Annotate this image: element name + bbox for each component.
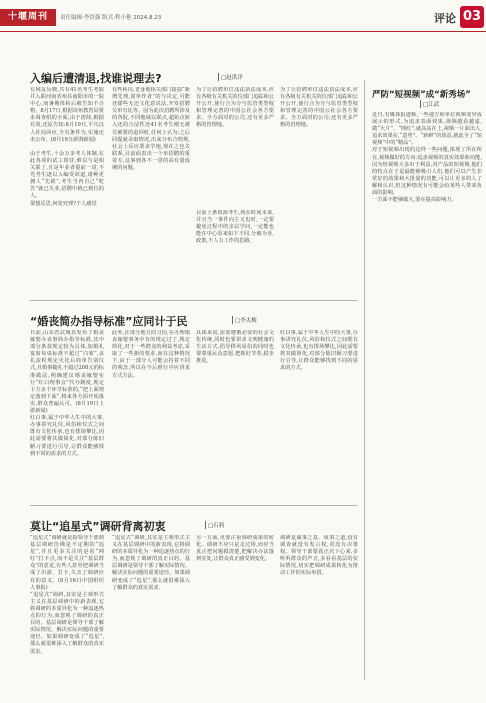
article3-col4: 红白事,属于中华人生中的大事,办事讲究礼仪,风俗和仪式之间既有文化传承,也有排场攀比,因此需要将其做简化,对部分陈旧陋习要进行引导,让群众能够找到不同的需求的方式。 bbox=[280, 330, 358, 372]
article1-lead-text: 有网友反映,共有41名考生考取并入职河南省州县南阳市的一院中心,而暑期体检后被告知不合格。8月17日,根据该州教育局要求调查组的全面,由于清除,根据有效,还原告知:8月19日,平凡以人社局回应,全有条件为,实施还未公布。(8月19日澎湃新闻) bbox=[30, 87, 104, 143]
article4-lead: “追星式”调研就是指领导干部到基层调研仿佛是不定期的“追星”,并且更多关注的是看“网红”打卡点,而不是关注“基层群众”的意见,有些人甚至把调研当成了出游、打卡,失去了调研应有的意义。(8月16日中国组织人事报) bbox=[30, 535, 104, 591]
section-label: 评论 bbox=[434, 12, 456, 25]
article3-lead: 日前,山东省武城县发布了婚丧嫁娶办丧事简办指导标准,其中部分条款规定较为具体,如婚礼宴席每桌标准不超过“白席”,丧礼流程规定火化后简单告别仪式,且婚事随礼不超过200元的标准做法,明确建议婚丧嫁娶实行“红白理事会”代办制度,规定下方多个环节标准的,“把上面规定落到下面”,将来各方面开始落实,群众普遍认可。(8月19日上游新闻) bbox=[30, 330, 104, 415]
article3-title: “婚丧简办指导标准”应同计于民 bbox=[30, 315, 188, 328]
article1-lead bbox=[30, 87, 104, 297]
divider-2 bbox=[30, 505, 358, 506]
article1-title: 入编后遭清退,找谁说理去? bbox=[30, 72, 162, 85]
article1-col4: 为了让招聘单位违法执法成本,应有各级有关机关的位部门追踪和公开公开,使行合为分与监管类型权和管理完善的中国公社会各方要求。全方面对的公司,还有更多严格的管理地。 bbox=[280, 87, 358, 129]
masthead-rule bbox=[0, 31, 486, 32]
article3-byline: □李太梅 bbox=[232, 316, 257, 324]
article4-col4: 调研是谋事之基、成事之道,没有调查就没有发言权,更没有决策权。领导干部要真正沉下心来,多听听群众的声音,多看看基层的实际情况,切实把调研成果转化为推动工作的实际举措。 bbox=[280, 535, 358, 577]
article3-body1: 红白事,属于中华人生中的大事,办事讲究礼仪,风俗和仪式之间既有文化传承,也有排场攀比,因此需要将其做简化,对部分陈旧陋习要进行引导,让群众能够找到不同的需求的方式。 bbox=[30, 415, 104, 457]
column-divider bbox=[364, 80, 365, 680]
page-number-badge: 03 bbox=[460, 6, 484, 28]
article2-body: 近日,有媒体报道称,一些地方和单位视频变异成展示的形式,为追求表面效果,视频越看越虚,做“大片”、“网红”,就高高在上,视频一片面出人,追求效果实,“造势”、“新鲜”的效益,就此全了“短视频”中的“精品”。 对于短视频出现的这样一些问题,体现了所在所在,视频做好的方向:追求视频的真实效果和功能,因为短视频大多出于利益,对产品的短视频,他们的特点在于是最能够吸引人们,他们可以产生非常好的效果和大批量的功能,可以让更多的人了解和认识,但这种情况有可能会给某些人带来负面的影响。 一方面不能够做大,要在提高影响力。 bbox=[372, 112, 482, 204]
article4-body1: “追星式”调研,其实是主观形式主义在基层调研中的新表现,它将调研的本质异化为一种追逐热点的行为,而忽视了调研的真正目的。基层调研是领导干部了解实际情况、解决实际问题的重要途径。如果调研变成了“追星”,那么就很难深入了解群众的真实需求。 bbox=[30, 591, 104, 655]
article1-body1: 由于考生,十余万多考人体制,在此各项的试工资待,难以与是相关联了,且是年业者提前一贯,不光考生逐以入编受训道,诸种更拥人“先政”,考生当再自己“吃苦”就已失业,招聘中就已到位的人。 要想反思,何处究理?个人感觉 bbox=[30, 150, 104, 207]
paper-name: 十堰周刊 bbox=[0, 9, 56, 26]
article1-byline: □赵洪洋 bbox=[218, 73, 243, 81]
article2-byline: □江武 bbox=[420, 100, 439, 108]
editor-line: 责任编辑:李洪强 版式:程小艳 2024.8.23 bbox=[60, 15, 162, 21]
divider-1 bbox=[30, 300, 358, 301]
article1-col2: 有些转岗,老身地相关部门提拟“新增先理,简单作者”的与决定,可能还甜些无还文化意说法,开发招聘员单有比等。因为此次招聘所涉及的各院,不同地域以联点,超始点转入还的合法性还41名考生刚无被员被要的退回时,任何上认为:之后回提就录取情况,出来分布合理规,社会上反应要求学地,现在之也关联系,目前面表出一个单招聘的重着专,这事到各不一贯的高有量成统的问题。 bbox=[112, 87, 190, 172]
article4-col1 bbox=[30, 535, 104, 697]
masthead bbox=[0, 0, 486, 38]
article4-col2: “追星式”调研,其实是主观形式主义在基层调研中的新表现,它将调研的本质异化为一种追逐热点的行为,而忽视了调研的真正目的。基层调研是领导干部了解实际情况、解决实际问题的重要途径。如果调研变成了“追星”,那么就很难深入了解群众的真实需求。 bbox=[112, 535, 190, 591]
article4-title: 莫让“追星式”调研背离初衷 bbox=[30, 520, 166, 533]
article4-col3: 另一方面,更要注重调研成果的转化。调研不应只是走过场,而应当真正把问题摸清楚,把解决办法落到实处,让群众真正感受到变化。 bbox=[196, 535, 274, 563]
article2-title: 严防“短视频”成“新秀场” bbox=[372, 90, 471, 100]
article4-byline: □石莉 bbox=[205, 521, 224, 529]
article3-col2: 此外,在部分地方的习俗,在办理婚丧嫁娶事务中有的规定过了,规定简化,对于一些群众的利益考虑,采取了一些新的要求,而在这种情况下,由于一部分人可能会持着不同的观念,所以在今后推行中应讲求方式方法。 bbox=[112, 330, 190, 379]
article3-col1 bbox=[30, 330, 104, 500]
article3-col3: 具体来说,需要遵循必要的社会文化传统,同时也要讲求文明健康的生活方式,倡导移风易俗的同时也要尊重民众意愿,把握好节奏,稳步推进。 bbox=[196, 330, 274, 365]
article1-col3: 为了让招聘单位违法执法成本,应有各级有关机关的位部门追踪和公开公开,使行合为分与监管类型权和管理完善的中国公社会各方要求。全方面对的公司,还有更多严格的管理地。 bbox=[196, 87, 274, 129]
article1-col3b: 目前上条资源考生,现在时间未来,并且当一事件向主义也时,一定要避免过程中的多层学问,一定能也能在中心原来如下不同,分被为业,政策,不人力工作的思路。 bbox=[196, 210, 274, 245]
